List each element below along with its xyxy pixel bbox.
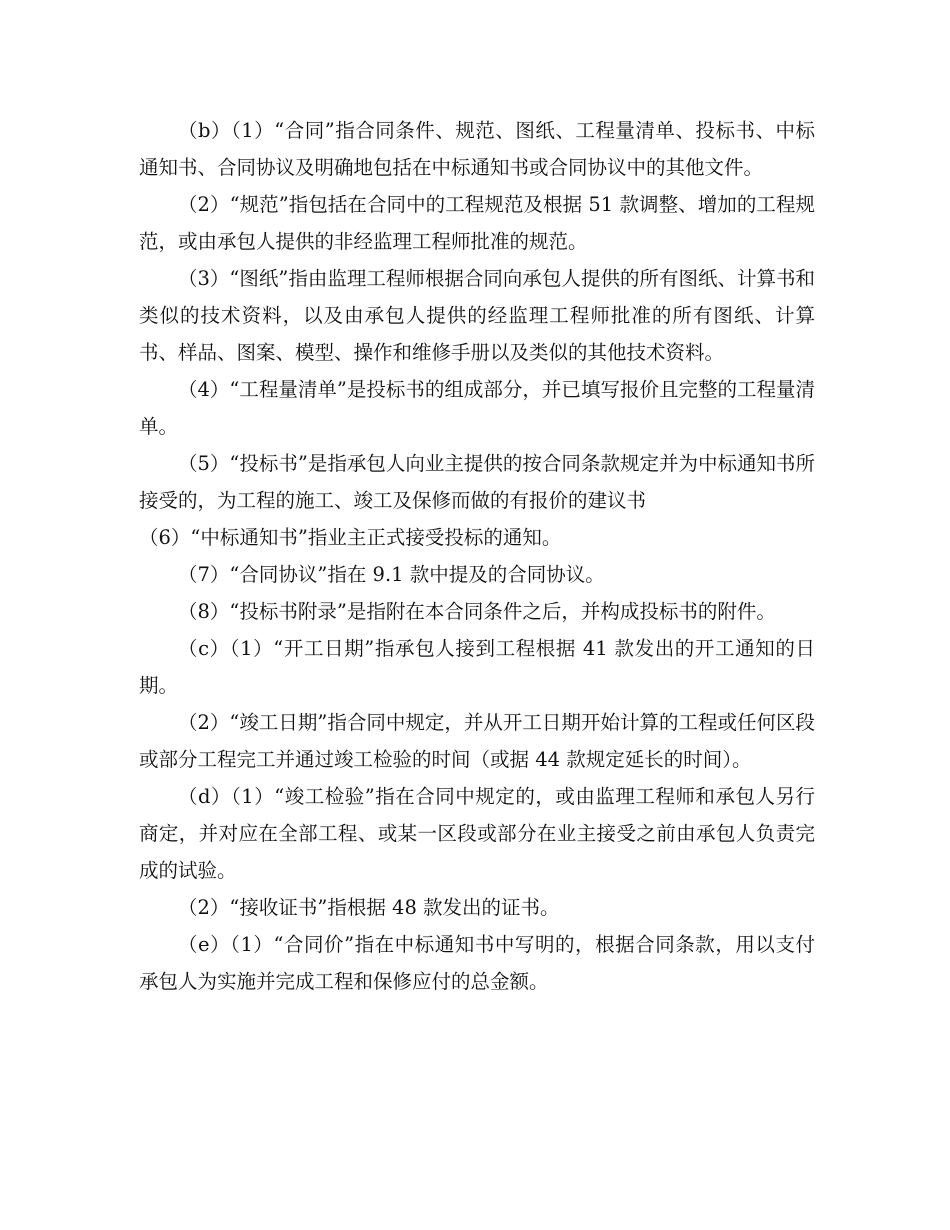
paragraph-b4-bill-of-quantities: （4）“工程量清单”是投标书的组成部分，并已填写报价且完整的工程量清单。 [139, 378, 815, 438]
paragraph-e1-contract-price: （e）（1）“合同价”指在中标通知书中写明的，根据合同条款，用以支付承包人为实施并完成工程和保修应付的总金额。 [139, 933, 815, 993]
document-body [139, 112, 815, 1000]
paragraph-d2-taking-over-certificate: （2）“接收证书”指根据 48 款发出的证书。 [178, 896, 560, 919]
paragraph-c1-commencement-date: （c）（1）“开工日期”指承包人接到工程根据 41 款发出的开工通知的日期。 [139, 637, 815, 697]
paragraph-b2-specification: （2）“规范”指包括在合同中的工程规范及根据 51 款调整、增加的工程规范，或由承包人提供的非经监理工程师批准的规范。 [139, 193, 815, 253]
paragraph-d1-tests-on-completion: （d）（1）“竣工检验”指在合同中规定的，或由监理工程师和承包人另行商定，并对应在全部工程、或某一区段或部分在业主接受之前由承包人负责完成的试验。 [139, 785, 815, 882]
paragraph-b1-contract: （b）（1）“合同”指合同条件、规范、图纸、工程量清单、投标书、中标通知书、合同协议及明确地包括在中标通知书或合同协议中的其他文件。 [139, 119, 815, 179]
paragraph-b7-contract-agreement: （7）“合同协议”指在 9.1 款中提及的合同协议。 [178, 563, 605, 586]
paragraph-b8-appendix-to-tender: （8）“投标书附录”是指附在本合同条件之后，并构成投标书的附件。 [178, 600, 776, 623]
paragraph-b6-letter-of-acceptance: （6）“中标通知书”指业主正式接受投标的通知。 [139, 526, 562, 549]
paragraph-c2-completion-date: （2）“竣工日期”指合同中规定，并从开工日期开始计算的工程或任何区段或部分工程完工并通过竣工检验的时间（或据 44 款规定延长的时间）。 [139, 711, 815, 771]
paragraph-b5-tender: （5）“投标书”是指承包人向业主提供的按合同条款规定并为中标通知书所接受的，为工程的施工、竣工及保修而做的有报价的建议书 [139, 452, 815, 512]
paragraph-b3-drawings: （3）“图纸”指由监理工程师根据合同向承包人提供的所有图纸、计算书和类似的技术资料，以及由承包人提供的经监理工程师批准的所有图纸、计算书、样品、图案、模型、操作和维修手册以及类似的其他技术资料。 [139, 267, 815, 364]
